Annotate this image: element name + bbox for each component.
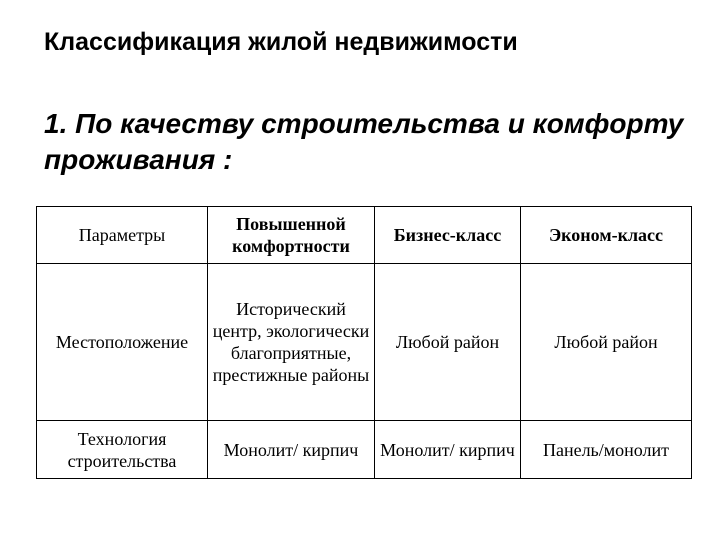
section-heading: 1. По качеству строительства и комфорту проживания : [44, 108, 684, 175]
row-param-location: Местоположение [37, 264, 208, 421]
classification-table [36, 206, 692, 479]
table-row [37, 421, 692, 479]
header-business: Бизнес-класс [375, 207, 521, 264]
header-parameters: Параметры [37, 207, 208, 264]
cell-location-economy: Любой район [521, 264, 692, 421]
table-header-row [37, 207, 692, 264]
table-row [37, 264, 692, 421]
header-economy: Эконом-класс [521, 207, 692, 264]
slide-title: Классификация жилой недвижимости [44, 28, 518, 56]
cell-location-premium: Исторический центр, экологически благоприятные, престижные районы [208, 264, 375, 421]
row-param-technology: Технология строительства [37, 421, 208, 479]
cell-technology-premium: Монолит/ кирпич [208, 421, 375, 479]
cell-technology-economy: Панель/монолит [521, 421, 692, 479]
cell-location-business: Любой район [375, 264, 521, 421]
header-premium: Повышенной комфортности [208, 207, 375, 264]
cell-technology-business: Монолит/ кирпич [375, 421, 521, 479]
